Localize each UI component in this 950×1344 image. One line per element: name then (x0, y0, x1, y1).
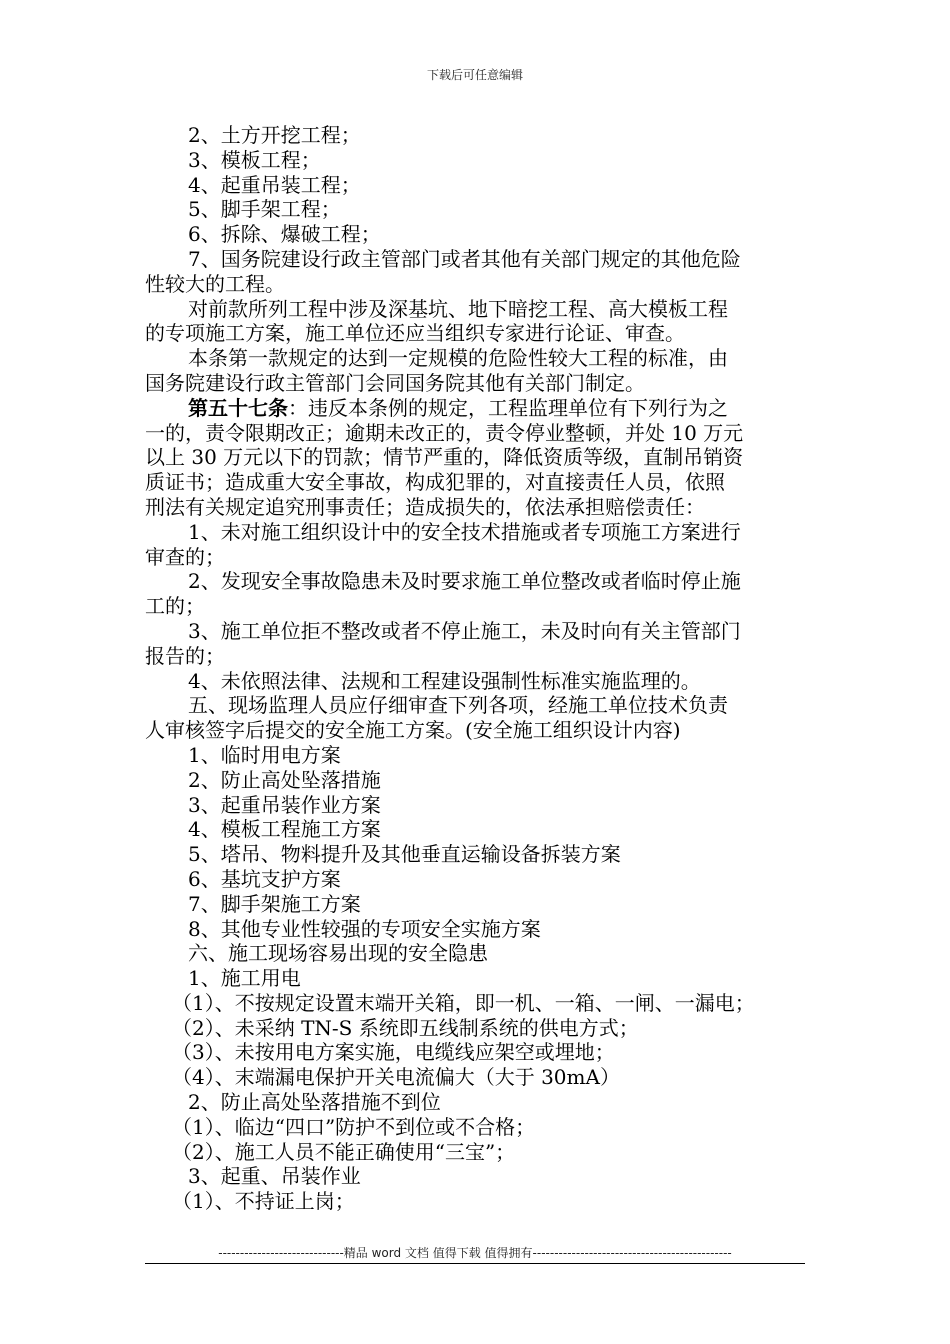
line-text: 以上 30 万元以下的罚款；情节严重的，降低资质等级，直制吊销资 (145, 445, 744, 470)
line-text: 人审核签字后提交的安全施工方案。(安全施工组织设计内容) (145, 718, 681, 743)
text-line (145, 619, 815, 644)
footer-rule (145, 1263, 805, 1264)
text-line (145, 346, 815, 371)
line-text: 工的； (145, 594, 205, 619)
text-line (145, 1016, 815, 1041)
line-text: 对前款所列工程中涉及深基坑、地下暗挖工程、高大模板工程 (188, 296, 728, 321)
text-line (145, 222, 815, 247)
text-line (145, 966, 815, 991)
line-text: 3、起重吊装作业方案 (188, 792, 381, 817)
text-line (145, 545, 815, 570)
text-line (145, 321, 815, 346)
text-line (145, 1140, 815, 1165)
text-line (145, 371, 815, 396)
text-line (145, 793, 815, 818)
text-line (145, 693, 815, 718)
text-line (145, 297, 815, 322)
line-text: 4、起重吊装工程； (188, 172, 361, 197)
text-line (145, 495, 815, 520)
text-line (145, 817, 815, 842)
text-line (145, 743, 815, 768)
text-line (145, 768, 815, 793)
line-text: 2、防止高处坠落措施 (188, 767, 381, 792)
line-text: 5、塔吊、物料提升及其他垂直运输设备拆装方案 (188, 842, 621, 867)
text-line (145, 991, 815, 1016)
line-text: 1、施工用电 (188, 966, 301, 991)
text-line (145, 520, 815, 545)
text-line (145, 941, 815, 966)
page-footer: -----------------------------精品 word 文档 值得下载 值得拥有---------------------------------------------- (218, 1246, 732, 1260)
line-text: 6、拆除、爆破工程； (188, 222, 381, 247)
line-text: （1）、不按规定设置末端开关箱，即一机、一箱、一闸、一漏电； (172, 990, 755, 1015)
text-line (145, 123, 815, 148)
text-line (145, 569, 815, 594)
text-line (145, 1115, 815, 1140)
line-text: 2、发现安全事故隐患未及时要求施工单位整改或者临时停止施 (188, 569, 741, 594)
text-line (145, 892, 815, 917)
text-line (145, 1164, 815, 1189)
text-line (145, 1065, 815, 1090)
line-text: 6、基坑支护方案 (188, 866, 341, 891)
line-text: 审查的； (145, 544, 225, 569)
line-text: 5、脚手架工程； (188, 197, 341, 222)
text-line (145, 421, 815, 446)
text-line (145, 148, 815, 173)
line-text: 3、施工单位拒不整改或者不停止施工，未及时向有关主管部门 (188, 618, 741, 643)
line-text: 刑法有关规定追究刑事责任；造成损失的，依法承担赔偿责任： (145, 494, 705, 519)
text-line (145, 644, 815, 669)
text-line (145, 247, 815, 272)
line-text: 8、其他专业性较强的专项安全实施方案 (188, 916, 541, 941)
line-text: （2）、施工人员不能正确使用“三宝”； (172, 1139, 516, 1164)
line-text: 一的，责令限期改正；逾期未改正的，责令停业整顿，并处 10 万元 (145, 420, 744, 445)
line-text: 1、临时用电方案 (188, 742, 341, 767)
text-line (145, 1189, 815, 1214)
text-line (145, 1090, 815, 1115)
line-text: 7、国务院建设行政主管部门或者其他有关部门规定的其他危险 (188, 246, 741, 271)
line-text: 1、未对施工组织设计中的安全技术措施或者专项施工方案进行 (188, 519, 741, 544)
line-text: 2、防止高处坠落措施不到位 (188, 1090, 441, 1115)
text-line (145, 594, 815, 619)
line-text: 3、模板工程； (188, 147, 321, 172)
line-text: 性较大的工程。 (145, 271, 285, 296)
text-line (145, 272, 815, 297)
line-text: 4、未依照法律、法规和工程建设强制性标准实施监理的。 (188, 668, 701, 693)
line-text: 3、起重、吊装作业 (188, 1164, 361, 1189)
line-text: 报告的； (145, 643, 225, 668)
text-line (145, 470, 815, 495)
line-text: 本条第一款规定的达到一定规模的危险性较大工程的标准，由 (188, 346, 728, 371)
line-text: （1）、临边“四口”防护不到位或不合格； (172, 1114, 536, 1139)
text-line (145, 445, 815, 470)
line-text: ：违反本条例的规定，工程监理单位有下列行为之 (288, 395, 728, 420)
line-text: 2、土方开挖工程； (188, 123, 361, 147)
text-line (145, 173, 815, 198)
text-line (145, 842, 815, 867)
text-line (145, 396, 815, 421)
line-text: （1）、不持证上岗； (172, 1189, 355, 1214)
text-line (145, 718, 815, 743)
text-line (145, 197, 815, 222)
line-text: （4）、末端漏电保护开关电流偏大（大于 30mA） (172, 1065, 620, 1090)
line-text: （3）、未按用电方案实施，电缆线应架空或埋地； (172, 1040, 615, 1065)
line-text: 六、施工现场容易出现的安全隐患 (188, 941, 488, 966)
text-line (145, 1040, 815, 1065)
text-line (145, 867, 815, 892)
text-line (145, 669, 815, 694)
page-header: 下载后可任意编辑 (426, 68, 523, 82)
line-text: 五、现场监理人员应仔细审查下列各项，经施工单位技术负责 (188, 693, 728, 718)
line-text: 的专项施工方案，施工单位还应当组织专家进行论证、审查。 (145, 321, 685, 346)
document-body (145, 123, 815, 1214)
text-line (145, 917, 815, 942)
line-text: （2）、未采纳 TN-S 系统即五线制系统的供电方式； (172, 1015, 639, 1040)
article-number: 第五十七条 (188, 395, 288, 420)
line-text: 质证书；造成重大安全事故，构成犯罪的，对直接责任人员，依照 (145, 470, 725, 495)
line-text: 国务院建设行政主管部门会同国务院其他有关部门制定。 (145, 370, 645, 395)
line-text: 4、模板工程施工方案 (188, 817, 381, 842)
line-text: 7、脚手架施工方案 (188, 891, 361, 916)
